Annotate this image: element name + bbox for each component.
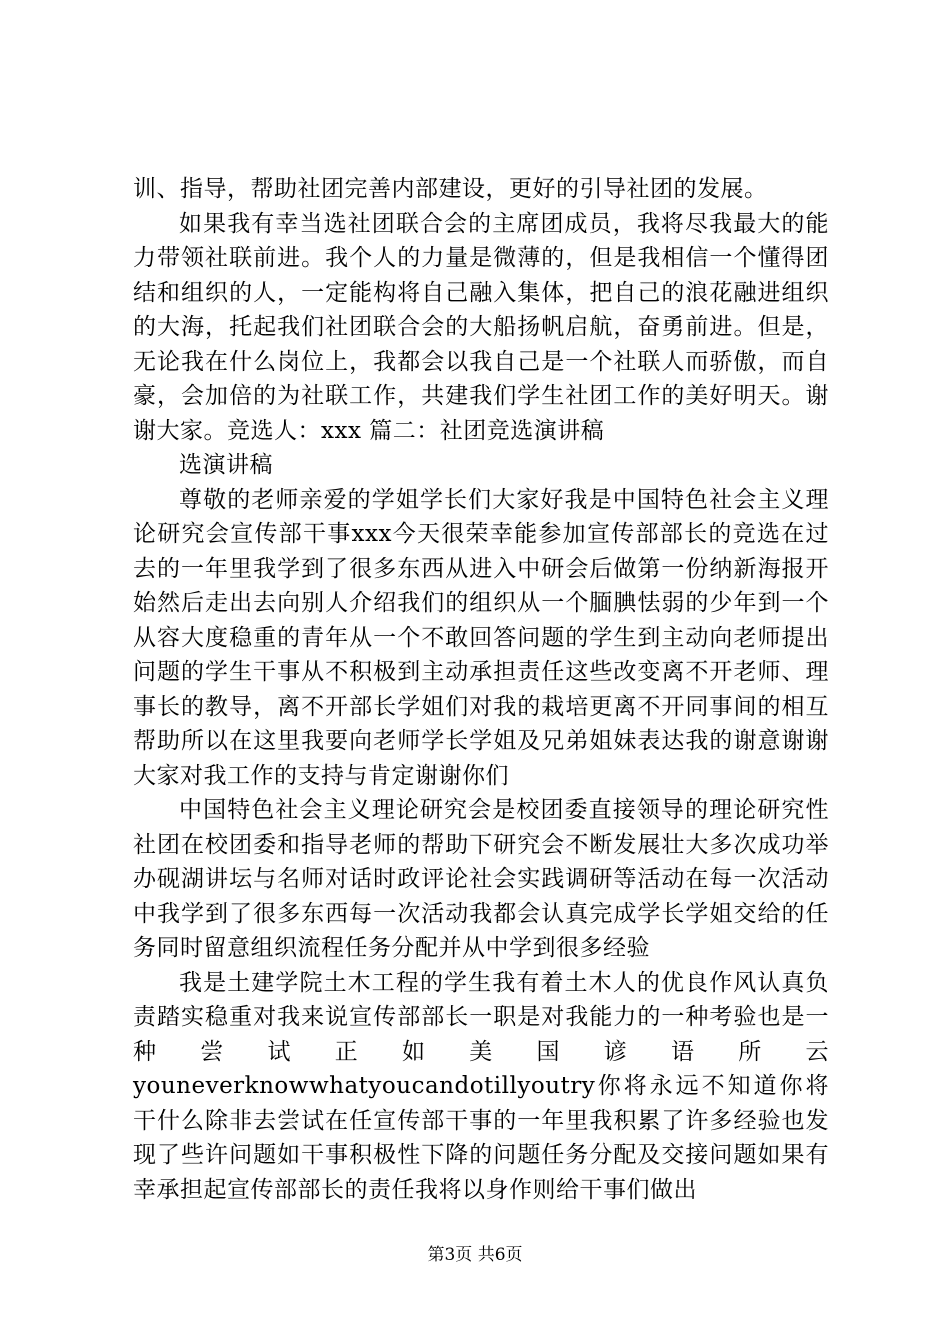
page-footer: 第3页 共6页	[427, 1245, 523, 1265]
paragraph-greeting: 尊敬的老师亲爱的学姐学长们大家好我是中国特色社会主义理论研究会宣传部干事xxx今天很荣幸能参加宣传部部长的竞选在过去的一年里我学到了很多东西从进入中研会后做第一份纳新海报开始然后走出去向别人介绍我们的组织从一个腼腆怯弱的少年到一个从容大度稳重的青年从一个不敢回答问题的学生到主动向老师提出问题的学生干事从不积极到主动承担责任这些改变离不开老师、理事长的教导，离不开部长学姐们对我的栽培更离不开同事间的相互帮助所以在这里我要向老师学长学姐及兄弟姐妹表达我的谢意谢谢大家对我工作的支持与肯定谢谢你们	[133, 486, 829, 789]
paragraph-continuation: 训、指导，帮助社团完善内部建设，更好的引导社团的发展。	[133, 176, 768, 202]
section-heading: 选演讲稿	[179, 452, 273, 478]
paragraph-campaign-pledge: 如果我有幸当选社团联合会的主席团成员，我将尽我最大的能力带领社联前进。我个人的力量是微薄的，但是我相信一个懂得团结和组织的人，一定能构将自己融入集体，把自己的浪花融进组织的大海，托起我们社团联合会的大船扬帆启航，奋勇前进。但是，无论我在什么岗位上，我都会以我自己是一个社联人而骄傲，而自豪，会加倍的为社联工作，共建我们学生社团工作的美好明天。谢谢大家。竞选人：xxx 篇二：社团竞选演讲稿	[133, 210, 829, 444]
document-body	[133, 172, 829, 1207]
paragraph-self-intro: 我是土建学院土木工程的学生我有着土木人的优良作风认真负责踏实稳重对我来说宣传部部长一职是对我能力的一种考验也是一种尝试正如美国谚语所云youneverknowwhatyoucandotillyoutry你将永远不知道你将干什么除非去尝试在任宣传部干事的一年里我积累了许多经验也发现了些许问题如干事积极性下降的问题任务分配及交接问题如果有幸承担起宣传部部长的责任我将以身作则给干事们做出	[133, 969, 829, 1203]
paragraph-society-intro: 中国特色社会主义理论研究会是校团委直接领导的理论研究性社团在校团委和指导老师的帮助下研究会不断发展壮大多次成功举办砚湖讲坛与名师对话时政评论社会实践调研等活动在每一次活动中我学到了很多东西每一次活动我都会认真完成学长学姐交给的任务同时留意组织流程任务分配并从中学到很多经验	[133, 797, 829, 961]
